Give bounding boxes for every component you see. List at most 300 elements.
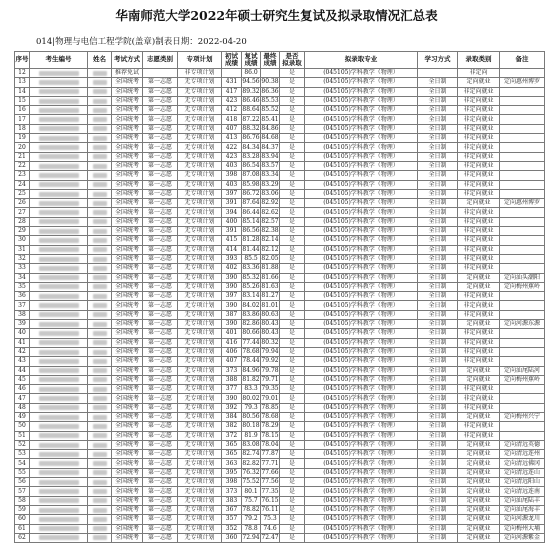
redacted-exam-id [39,201,79,206]
redacted-exam-id [39,247,79,252]
cell-admission-category: 非定向就业 [458,190,500,199]
cell-retest-score: 83.86 [242,311,261,320]
redacted-exam-id [39,108,79,113]
cell-major: (045105)学科教学（物理） [305,292,418,301]
cell-choice-type: 第一志愿 [143,218,178,227]
redacted-name [93,210,107,215]
cell-study-mode: 全日制 [418,88,458,97]
cell-exam-id [30,134,88,143]
cell-no: 46 [15,385,30,394]
cell-final-score: 82.62 [261,208,280,217]
redacted-name [93,257,107,262]
cell-exam-id [30,181,88,190]
cell-exam-id [30,376,88,385]
cell-study-mode: 全日制 [418,497,458,506]
cell-admission-category: 非定向就业 [458,348,500,357]
redacted-name [93,275,107,280]
cell-name [88,208,112,217]
table-row [15,515,545,524]
cell-study-mode: 全日制 [418,487,458,496]
cell-exam-id [30,450,88,459]
cell-study-mode: 全日制 [418,97,458,106]
cell-note [500,97,545,106]
cell-admission-category: 定向就业 [458,78,500,87]
cell-major: (045105)学科教学（物理） [305,134,418,143]
cell-major: (045105)学科教学（物理） [305,348,418,357]
cell-study-mode: 全日制 [418,432,458,441]
cell-admission-category: 非定向就业 [458,432,500,441]
cell-initial-score: 398 [222,171,242,180]
redacted-exam-id [39,71,79,76]
cell-exam-mode: 全国统考 [112,125,143,134]
cell-major: (045105)学科教学（物理） [305,153,418,162]
redacted-name [93,517,107,522]
cell-major: (045105)学科教学（物理） [305,329,418,338]
cell-exam-mode: 全国统考 [112,246,143,255]
cell-exam-mode: 全国统考 [112,459,143,468]
cell-special-plan: 无专项计划 [178,78,222,87]
cell-admission-category: 定向就业 [458,367,500,376]
table-row [15,367,545,376]
cell-initial-score: 392 [222,404,242,413]
cell-initial-score: 383 [222,497,242,506]
cell-note: 定向清远英德 [500,441,545,450]
cell-no: 37 [15,301,30,310]
table-row [15,227,545,236]
cell-admitted: 是 [280,143,305,152]
cell-special-plan: 无专项计划 [178,497,222,506]
redacted-name [93,229,107,234]
cell-choice-type: 第一志愿 [143,88,178,97]
cell-exam-id [30,106,88,115]
cell-admitted: 是 [280,274,305,283]
cell-choice-type: 第一志愿 [143,190,178,199]
cell-retest-score: 83.14 [242,292,261,301]
cell-choice-type: 第一志愿 [143,450,178,459]
cell-admitted: 是 [280,190,305,199]
cell-note [500,106,545,115]
cell-exam-id [30,218,88,227]
cell-major: (045105)学科教学（物理） [305,385,418,394]
redacted-name [93,145,107,150]
redacted-name [93,294,107,299]
cell-special-plan: 无专项计划 [178,199,222,208]
cell-exam-mode: 全国统考 [112,78,143,87]
cell-special-plan: 无专项计划 [178,394,222,403]
redacted-exam-id [39,331,79,336]
cell-initial-score: 407 [222,357,242,366]
cell-exam-id [30,404,88,413]
cell-final-score: 79.78 [261,367,280,376]
cell-study-mode: 全日制 [418,153,458,162]
cell-admitted: 是 [280,506,305,515]
cell-no: 54 [15,459,30,468]
redacted-exam-id [39,508,79,513]
cell-study-mode: 全日制 [418,292,458,301]
cell-exam-mode: 全国统考 [112,106,143,115]
cell-name [88,190,112,199]
cell-initial-score: 390 [222,320,242,329]
cell-initial-score: 390 [222,301,242,310]
cell-note: 定向惠州博罗 [500,78,545,87]
column-header-admission-category: 录取类别 [458,52,500,69]
cell-admitted: 是 [280,450,305,459]
cell-no: 13 [15,78,30,87]
cell-admission-category: 定向就业 [458,525,500,534]
cell-name [88,115,112,124]
cell-retest-score: 83.3 [242,385,261,394]
cell-final-score: 84.86 [261,125,280,134]
table-row [15,329,545,338]
cell-choice-type: 第一志愿 [143,348,178,357]
cell-admitted: 是 [280,478,305,487]
cell-choice-type: 第一志愿 [143,106,178,115]
cell-admitted: 是 [280,78,305,87]
cell-admission-category: 定向就业 [458,534,500,543]
cell-final-score: 78.29 [261,422,280,431]
redacted-name [93,219,107,224]
cell-study-mode: 全日制 [418,134,458,143]
cell-choice-type: 第一志愿 [143,459,178,468]
cell-admitted: 是 [280,404,305,413]
table-row [15,181,545,190]
cell-major: (045105)学科教学（物理） [305,320,418,329]
cell-retest-score: 72.94 [242,534,261,543]
redacted-name [93,99,107,104]
cell-exam-id [30,171,88,180]
cell-admitted: 是 [280,236,305,245]
cell-study-mode: 全日制 [418,394,458,403]
cell-choice-type: 第一志愿 [143,469,178,478]
cell-study-mode: 全日制 [418,441,458,450]
cell-initial-score: 412 [222,106,242,115]
cell-exam-id [30,469,88,478]
cell-initial-score: 398 [222,478,242,487]
cell-study-mode: 全日制 [418,301,458,310]
cell-admission-category: 定向就业 [458,320,500,329]
cell-no: 17 [15,115,30,124]
cell-retest-score: 77.44 [242,339,261,348]
cell-no: 62 [15,534,30,543]
cell-initial-score: 417 [222,88,242,97]
cell-exam-id [30,525,88,534]
cell-admitted: 是 [280,441,305,450]
cell-no: 24 [15,181,30,190]
cell-exam-id [30,497,88,506]
cell-initial-score: 377 [222,385,242,394]
cell-retest-score: 76.32 [242,469,261,478]
redacted-exam-id [39,80,79,85]
cell-admitted: 是 [280,394,305,403]
cell-note: 定向梅州兴宁 [500,413,545,422]
cell-special-plan: 非专项计划 [178,69,222,78]
redacted-name [93,173,107,178]
cell-note: 定向梅州蕉岭 [500,376,545,385]
cell-choice-type: 第一志愿 [143,115,178,124]
cell-note [500,348,545,357]
cell-retest-score: 86.76 [242,134,261,143]
cell-special-plan: 无专项计划 [178,525,222,534]
cell-exam-mode: 全国统考 [112,301,143,310]
cell-no: 25 [15,190,30,199]
column-header-note: 备注 [500,52,545,69]
table-row [15,162,545,171]
cell-admitted: 是 [280,320,305,329]
cell-final-score: 77.35 [261,487,280,496]
table-header-row [15,52,545,69]
cell-initial-score: 357 [222,515,242,524]
cell-special-plan: 无专项计划 [178,376,222,385]
cell-name [88,69,112,78]
cell-choice-type: 第一志愿 [143,274,178,283]
cell-final-score: 83.57 [261,162,280,171]
cell-no: 15 [15,97,30,106]
cell-final-score: 74.6 [261,525,280,534]
cell-final-score: 86.36 [261,88,280,97]
cell-no: 30 [15,236,30,245]
cell-initial-score: 373 [222,367,242,376]
cell-retest-score: 87.64 [242,199,261,208]
cell-final-score: 82.38 [261,227,280,236]
table-row [15,385,545,394]
redacted-name [93,359,107,364]
cell-initial-score: 365 [222,450,242,459]
redacted-exam-id [39,117,79,122]
cell-choice-type: 第一志愿 [143,162,178,171]
cell-exam-mode: 全国统考 [112,190,143,199]
cell-initial-score: 423 [222,97,242,106]
cell-note [500,190,545,199]
cell-exam-mode: 全国统考 [112,487,143,496]
cell-admission-category: 定向就业 [458,497,500,506]
cell-major: (045105)学科教学（物理） [305,450,418,459]
cell-name [88,534,112,543]
cell-admission-category: 非定向就业 [458,311,500,320]
cell-name [88,227,112,236]
cell-study-mode: 全日制 [418,534,458,543]
cell-retest-score: 85.26 [242,283,261,292]
redacted-exam-id [39,498,79,503]
cell-no: 18 [15,125,30,134]
cell-retest-score: 82.86 [242,320,261,329]
cell-no: 33 [15,264,30,273]
cell-no: 23 [15,171,30,180]
cell-retest-score: 80.1 [242,487,261,496]
cell-initial-score: 365 [222,441,242,450]
cell-note [500,246,545,255]
cell-note: 定向汕尾陆河 [500,367,545,376]
cell-retest-score: 83.08 [242,441,261,450]
cell-study-mode: 全日制 [418,376,458,385]
cell-retest-score: 81.82 [242,376,261,385]
cell-exam-id [30,432,88,441]
table-row [15,246,545,255]
cell-note [500,236,545,245]
cell-admitted: 是 [280,283,305,292]
cell-note [500,171,545,180]
cell-admitted: 是 [280,162,305,171]
table-row [15,208,545,217]
column-header-exam-id: 考生编号 [30,52,88,69]
redacted-exam-id [39,266,79,271]
cell-name [88,106,112,115]
cell-no: 36 [15,292,30,301]
cell-major: (045105)学科教学（物理） [305,367,418,376]
cell-exam-id [30,385,88,394]
cell-no: 27 [15,208,30,217]
cell-name [88,162,112,171]
cell-final-score: 85.53 [261,97,280,106]
cell-initial-score: 393 [222,255,242,264]
cell-name [88,292,112,301]
cell-no: 57 [15,487,30,496]
cell-special-plan: 无专项计划 [178,227,222,236]
cell-special-plan: 无专项计划 [178,162,222,171]
redacted-exam-id [39,517,79,522]
redacted-exam-id [39,340,79,345]
cell-retest-score: 82.74 [242,450,261,459]
table-row [15,506,545,515]
cell-major: (045105)学科教学（物理） [305,236,418,245]
cell-major: (045105)学科教学（物理） [305,246,418,255]
cell-study-mode: 全日制 [418,274,458,283]
cell-admission-category: 非定向就业 [458,125,500,134]
cell-retest-score: 75.52 [242,478,261,487]
cell-special-plan: 无专项计划 [178,404,222,413]
cell-study-mode: 全日制 [418,106,458,115]
redacted-name [93,303,107,308]
cell-no: 20 [15,143,30,152]
cell-study-mode: 全日制 [418,236,458,245]
cell-initial-score: 360 [222,534,242,543]
cell-name [88,329,112,338]
redacted-name [93,470,107,475]
cell-retest-score: 80.66 [242,329,261,338]
redacted-exam-id [39,396,79,401]
redacted-name [93,526,107,531]
cell-choice-type: 第一志愿 [143,199,178,208]
cell-major: (045105)学科教学（物理） [305,487,418,496]
table-row [15,125,545,134]
cell-name [88,441,112,450]
cell-initial-score: 390 [222,274,242,283]
cell-choice-type: 第一志愿 [143,534,178,543]
cell-major: (045105)学科教学（物理） [305,506,418,515]
cell-admitted: 是 [280,125,305,134]
redacted-exam-id [39,377,79,382]
cell-exam-id [30,394,88,403]
redacted-name [93,340,107,345]
cell-final-score: 80.63 [261,311,280,320]
cell-retest-score: 85.32 [242,274,261,283]
table-row [15,236,545,245]
cell-retest-score: 86.54 [242,162,261,171]
cell-name [88,88,112,97]
table-row [15,274,545,283]
cell-no: 35 [15,283,30,292]
cell-major: (045105)学科教学（物理） [305,339,418,348]
cell-special-plan: 无专项计划 [178,367,222,376]
cell-exam-id [30,97,88,106]
table-row [15,106,545,115]
cell-study-mode: 全日制 [418,255,458,264]
cell-no: 28 [15,218,30,227]
cell-exam-mode: 全国统考 [112,162,143,171]
table-row [15,88,545,97]
cell-name [88,515,112,524]
cell-note [500,69,545,78]
cell-special-plan: 无专项计划 [178,413,222,422]
admission-table [14,51,545,543]
table-row [15,218,545,227]
redacted-name [93,331,107,336]
cell-exam-mode: 全国统考 [112,339,143,348]
cell-note: 定向河源龙川 [500,515,545,524]
table-row [15,171,545,180]
cell-exam-mode: 全国统考 [112,441,143,450]
cell-exam-id [30,348,88,357]
cell-exam-mode: 全国统考 [112,153,143,162]
cell-admitted: 是 [280,515,305,524]
cell-admission-category: 定向就业 [458,469,500,478]
redacted-exam-id [39,229,79,234]
cell-initial-score: 372 [222,432,242,441]
cell-admission-category: 非定向就业 [458,171,500,180]
cell-exam-mode: 全国统考 [112,348,143,357]
table-row [15,199,545,208]
cell-admitted: 是 [280,348,305,357]
cell-exam-mode: 全国统考 [112,478,143,487]
cell-special-plan: 无专项计划 [178,106,222,115]
cell-major: (045105)学科教学（物理） [305,227,418,236]
cell-choice-type: 第一志愿 [143,134,178,143]
cell-major: (045105)学科教学（物理） [305,441,418,450]
cell-admission-category: 非定向就业 [458,236,500,245]
cell-initial-score: 431 [222,78,242,87]
cell-admitted: 是 [280,376,305,385]
table-row [15,357,545,366]
cell-study-mode: 全日制 [418,320,458,329]
cell-note [500,218,545,227]
cell-note: 定向河源东源 [500,320,545,329]
redacted-name [93,452,107,457]
cell-initial-score: 397 [222,292,242,301]
redacted-exam-id [39,322,79,327]
cell-major: (045105)学科教学（物理） [305,69,418,78]
cell-no: 12 [15,69,30,78]
cell-final-score: 75.3 [261,515,280,524]
table-row [15,413,545,422]
cell-special-plan: 无专项计划 [178,329,222,338]
cell-admitted: 是 [280,246,305,255]
cell-initial-score: 414 [222,246,242,255]
cell-choice-type: 第一志愿 [143,301,178,310]
redacted-exam-id [39,136,79,141]
cell-exam-mode: 全国统考 [112,227,143,236]
cell-initial-score: 388 [222,376,242,385]
cell-exam-mode: 推荐免试 [112,69,143,78]
cell-choice-type: 第一志愿 [143,181,178,190]
cell-exam-id [30,162,88,171]
cell-choice-type: 第一志愿 [143,292,178,301]
redacted-exam-id [39,182,79,187]
cell-no: 38 [15,311,30,320]
redacted-name [93,117,107,122]
cell-choice-type: 第一志愿 [143,525,178,534]
cell-retest-score: 84.34 [242,143,261,152]
column-header-no: 序号 [15,52,30,69]
table-row [15,404,545,413]
